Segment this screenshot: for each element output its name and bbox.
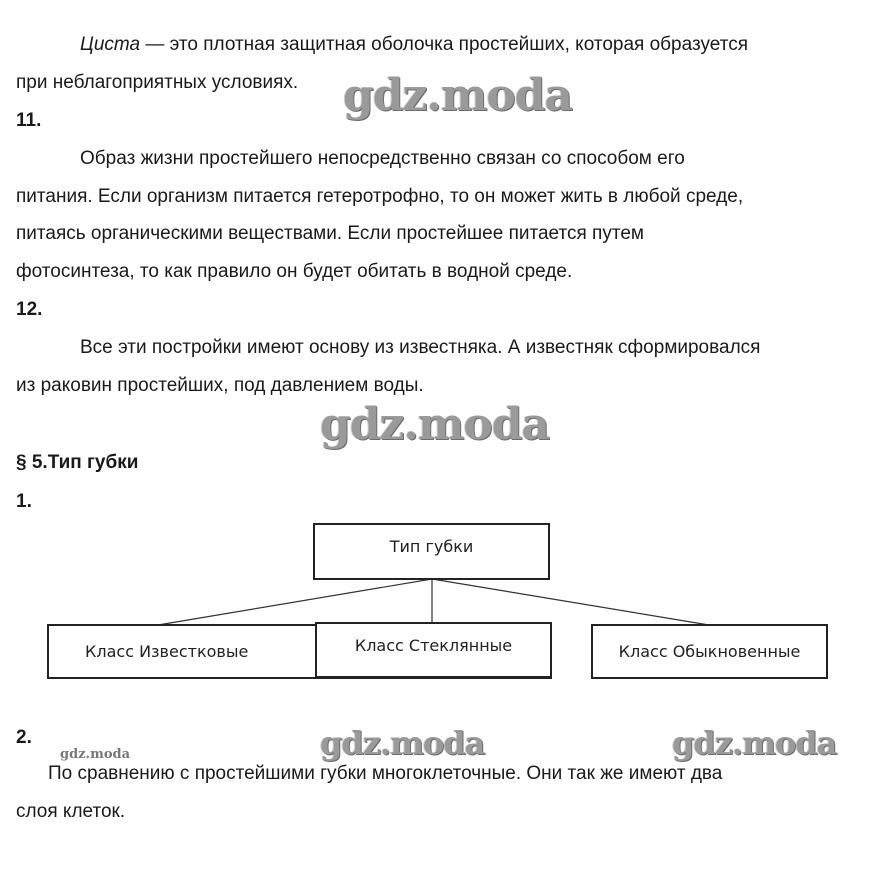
- diagram-root-box: [313, 523, 550, 580]
- diagram-label-ordinary: Класс Обыкновенные: [618, 642, 801, 661]
- cyst-term: Циста: [80, 34, 141, 55]
- section-title: § 5.Тип губки: [16, 452, 139, 473]
- diagram-root-label: Тип губки: [389, 537, 474, 556]
- watermark-4: gdz.moda: [672, 724, 837, 762]
- watermark-1: gdz.moda: [343, 70, 573, 121]
- connector-to-ordinary: [432, 579, 709, 625]
- diagram-label-calcareous: Класс Известковые: [85, 642, 249, 661]
- question-11-line-4: фотосинтеза, то как правило он будет обитать в водной среде.: [16, 261, 573, 282]
- watermark-3: gdz.moda: [320, 724, 485, 762]
- cyst-definition-text: — это плотная защитная оболочка простейших, которая образуется: [140, 34, 748, 55]
- question-11-line-3: питаясь органическими веществами. Если простейшее питается путем: [16, 223, 644, 244]
- question-12-line-2: из раковин простейших, под давлением воды.: [16, 375, 424, 396]
- watermark-small: gdz.moda: [60, 747, 131, 762]
- diagram-label-glass: Класс Стеклянные: [354, 636, 513, 655]
- section-5-question-1-number: 1.: [16, 491, 32, 512]
- question-11-line-2: питания. Если организм питается гетеротрофно, то он может жить в любой среде,: [16, 186, 744, 207]
- question-11-line-1: Образ жизни простейшего непосредственно связан со способом его: [80, 148, 685, 169]
- connector-to-calcareous: [158, 579, 432, 625]
- question-12-line-1: Все эти постройки имеют основу из известняка. А известняк сформировался: [80, 337, 761, 358]
- section-5-question-2-line-2: слоя клеток.: [16, 801, 126, 822]
- section-5-question-2-number: 2.: [16, 727, 32, 748]
- diagram-box-ordinary: [591, 624, 828, 679]
- question-11-number: 11.: [16, 110, 42, 131]
- section-5-question-2-line-1: По сравнению с простейшими губки многоклеточные. Они так же имеют два: [48, 763, 723, 784]
- watermark-2: gdz.moda: [320, 399, 550, 450]
- diagram-box-glass: [315, 622, 552, 678]
- question-12-number: 12.: [16, 299, 43, 320]
- cyst-definition-line-2: при неблагоприятных условиях.: [16, 72, 299, 93]
